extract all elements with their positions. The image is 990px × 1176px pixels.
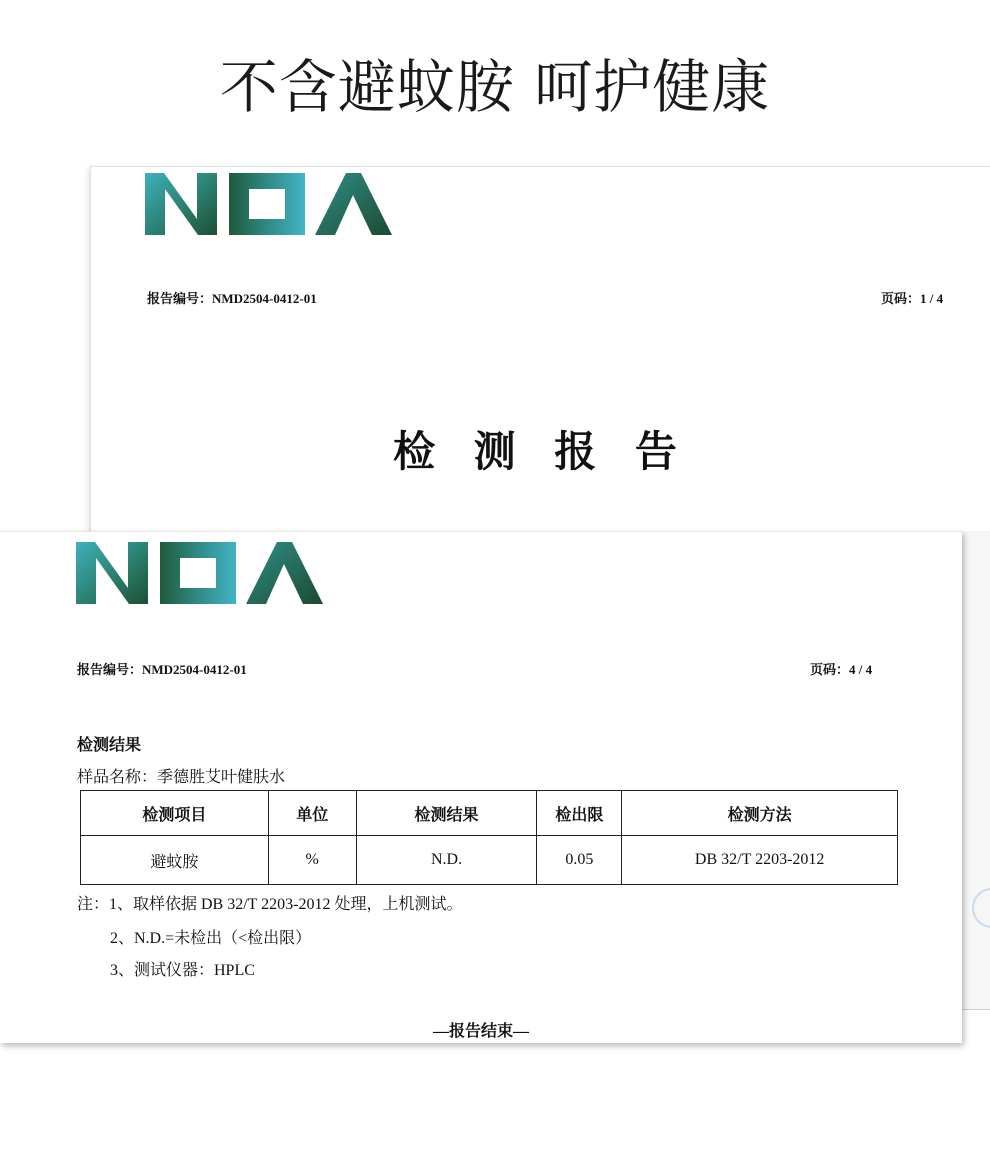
table-header-row <box>81 791 898 836</box>
noa-logo <box>76 538 326 608</box>
page-number: 页码：4 / 4 <box>810 662 873 677</box>
noa-logo <box>145 169 395 239</box>
note-1: 注：1、取样依据 DB 32/T 2203-2012 处理，上机测试。 <box>77 896 463 913</box>
cell-result: N.D. <box>356 836 537 885</box>
results-table <box>80 790 898 885</box>
header-method: 检测方法 <box>622 791 898 836</box>
page-edge <box>962 531 990 1010</box>
cell-unit: % <box>268 836 356 885</box>
table-row <box>81 836 898 885</box>
section-title: 检测结果 <box>77 737 142 754</box>
report-number: 报告编号：NMD2504-0412-01 <box>147 291 317 306</box>
header-detection-limit: 检出限 <box>537 791 622 836</box>
header-unit: 单位 <box>268 791 356 836</box>
report-title: 检 测 报 告 <box>393 427 689 476</box>
sample-name: 样品名称：季德胜艾叶健肤水 <box>77 769 286 786</box>
cell-method: DB 32/T 2203-2012 <box>622 836 898 885</box>
header-result: 检测结果 <box>356 791 537 836</box>
cell-test-item: 避蚊胺 <box>81 836 269 885</box>
page-number: 页码：1 / 4 <box>881 291 944 306</box>
report-page-1 <box>90 166 990 587</box>
report-end: —报告结束— <box>432 1023 529 1040</box>
header-test-item: 检测项目 <box>81 791 269 836</box>
report-number: 报告编号：NMD2504-0412-01 <box>77 662 247 677</box>
note-2: 2、N.D.=未检出（<检出限） <box>110 930 312 947</box>
headline: 不含避蚊胺 呵护健康 <box>219 53 771 121</box>
note-3: 3、测试仪器：HPLC <box>110 962 255 979</box>
cell-detection-limit: 0.05 <box>537 836 622 885</box>
